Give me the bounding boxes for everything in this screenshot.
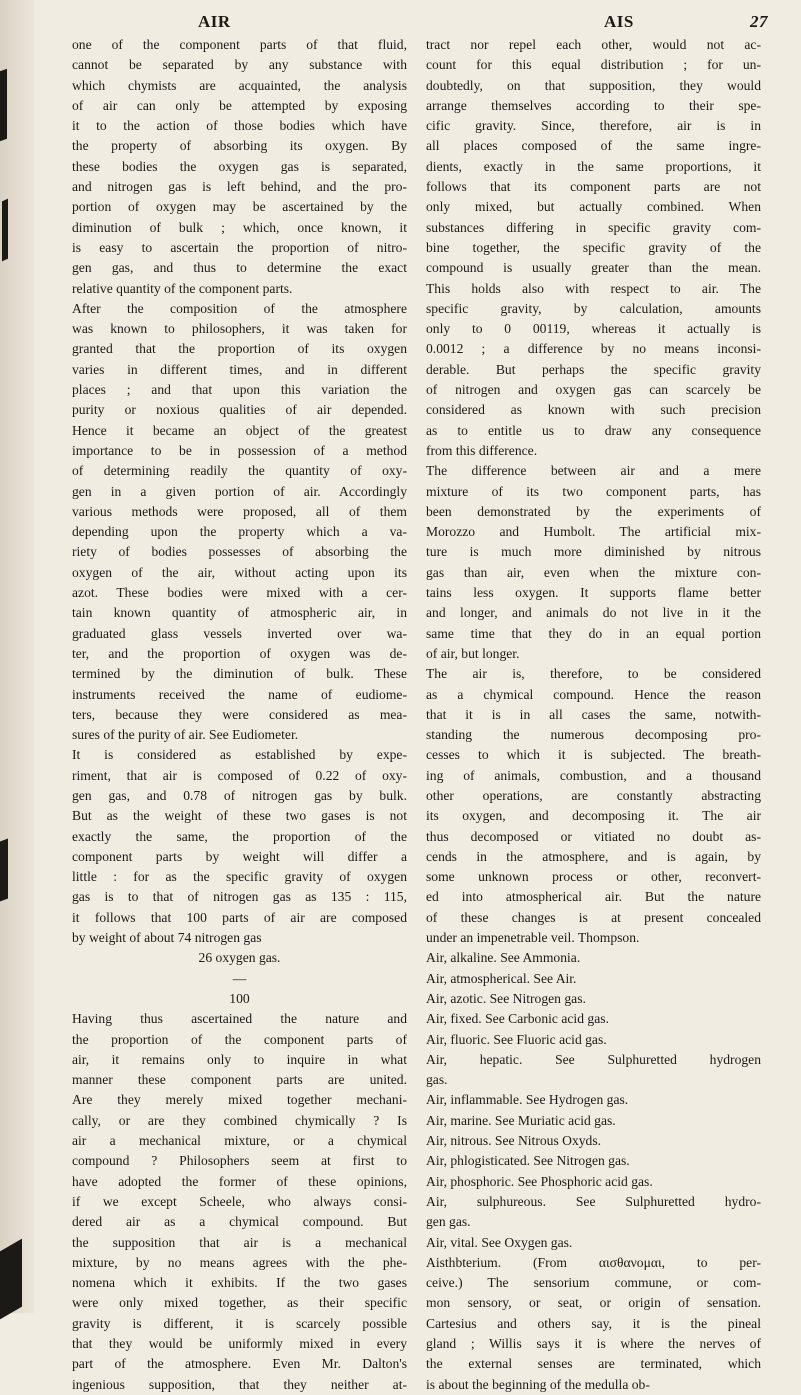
text-line: considered as known with such precision [426, 402, 761, 418]
text-line: importance to be in possession of a method [72, 442, 407, 458]
text-line: dered air as a chymical compound. But [72, 1214, 407, 1230]
binding-mark [0, 839, 8, 902]
text-line: 26 oxygen gas. [198, 950, 281, 966]
text-line: Air, nitrous. See Nitrous Oxyds. [426, 1133, 602, 1149]
text-line: gas than air, even when the mixture con- [426, 564, 761, 580]
text-line: granted that the proportion of its oxygen [72, 341, 407, 357]
text-line: tract nor repel each other, would not ac- [426, 37, 761, 52]
text-line: were only mixed together, as their specific [72, 1295, 407, 1311]
text-line: Air, azotic. See Nitrogen gas. [426, 990, 586, 1006]
right-text-column [426, 35, 761, 1395]
text-line: Air, alkaline. See Ammonia. [426, 950, 581, 966]
text-line: doubtedly, on that supposition, they would [426, 77, 761, 93]
text-line: Hence it became an object of the greatest [72, 422, 407, 438]
text-line: tain known quantity of atmospheric air, in [72, 605, 407, 621]
text-line: is about the beginning of the medulla ob- [426, 1376, 650, 1392]
text-line: one of the component parts of that fluid, [72, 37, 407, 52]
text-line: as to entitle us to draw any consequence [426, 422, 761, 438]
text-line: Cartesius and others say, it is the pineal [426, 1315, 761, 1331]
text-line: other operations, are constantly abstracting [426, 787, 761, 803]
text-line: of these changes is at present concealed [426, 909, 761, 925]
text-line: it to the action of those bodies which have [72, 118, 407, 134]
text-line: 100 [229, 990, 250, 1006]
text-line: gen in a given portion of air. Accordingly [72, 483, 407, 499]
text-line: various methods were proposed, all of them [72, 503, 407, 519]
text-line: Morozzo and Humbolt. The artificial mix- [426, 524, 761, 540]
text-line: manner these component parts are united. [72, 1072, 407, 1088]
left-text-column [72, 35, 407, 1395]
text-line: substances differing in specific gravity com- [426, 219, 761, 235]
text-line: bine together, the specific gravity of the [426, 239, 761, 255]
text-line: the proportion of the component parts of [72, 1031, 407, 1047]
text-line: thus decomposed or vitiated no doubt as- [426, 828, 761, 844]
text-line: nomena which it exhibits. If the two gases [72, 1275, 407, 1291]
text-line: gland ; Willis says it is where the nerves of [426, 1336, 761, 1351]
text-line: gen gas, and thus to determine the exact [72, 260, 407, 276]
text-line: Having thus ascertained the nature and [72, 1011, 407, 1027]
text-line: Air, fixed. See Carbonic acid gas. [426, 1011, 609, 1027]
text-line: of nitrogen and oxygen gas can scarcely be [426, 382, 761, 398]
text-line: ters, because they were considered as mea- [72, 706, 407, 722]
text-line: the external senses are terminated, which [426, 1356, 761, 1372]
text-line: places ; and that upon this variation the [72, 382, 407, 398]
text-line: mixture of its two component parts, has [426, 483, 761, 499]
text-line: if we except Scheele, who always consi- [72, 1193, 407, 1209]
text-line: follows that its component parts are not [426, 179, 761, 195]
text-line: Are they merely mixed together mechani- [72, 1092, 407, 1108]
page-number: 27 [750, 12, 768, 31]
text-line: some unknown process or other, reconvert- [426, 869, 761, 885]
text-line: was known to philosophers, it was taken for [72, 321, 407, 337]
text-line: The air is, therefore, to be considered [426, 666, 761, 682]
text-line: only mixed, but actually combined. When [426, 199, 761, 215]
text-line: compound ? Philosophers seem at first to [72, 1153, 407, 1169]
running-header [0, 6, 801, 32]
text-line: under an impenetrable veil. Thompson. [426, 930, 640, 946]
text-line: same time that they do in an equal portion [426, 625, 761, 641]
text-line: and nitrogen gas is left behind, and the pro- [72, 179, 407, 195]
text-line: cesses to which it is subjected. The breath- [426, 747, 761, 763]
text-line: of air can only be attempted by exposing [72, 97, 407, 113]
text-line: which chymists are acquainted, the analysis [72, 77, 407, 93]
text-line: instruments received the name of eudiome- [72, 686, 407, 702]
text-line: The difference between air and a mere [426, 463, 761, 479]
text-line: Air, phosphoric. See Phosphoric acid gas. [426, 1173, 653, 1189]
text-line: gas. [426, 1072, 448, 1088]
text-line: oxygen of the air, without acting upon its [72, 564, 407, 580]
text-line: azot. These bodies were mixed with a cer- [72, 585, 407, 601]
text-line: Air, sulphureous. See Sulphuretted hydro- [426, 1193, 761, 1209]
text-line: tains less oxygen. It supports flame better [426, 585, 761, 601]
text-line: little : for as the specific gravity of oxygen [72, 869, 407, 885]
text-line: by weight of about 74 nitrogen gas [72, 930, 262, 946]
text-line: — [232, 970, 247, 986]
text-line: air, it remains only to inquire in what [72, 1051, 407, 1067]
text-line: portion of oxygen may be ascertained by the [72, 199, 407, 215]
text-line: been demonstrated by the experiments of [426, 503, 761, 519]
text-line: count for this equal distribution ; for un- [426, 57, 761, 73]
text-line: gas is to that of nitrogen gas as 135 : 115, [72, 889, 407, 905]
text-line: ture is much more diminished by nitrous [426, 544, 761, 560]
text-line: derable. But perhaps the specific gravity [426, 361, 761, 377]
text-line: Air, inflammable. See Hydrogen gas. [426, 1092, 629, 1108]
text-line: standing the numerous decomposing pro- [426, 727, 761, 743]
text-line: ter, and the proportion of oxygen was de- [72, 645, 407, 661]
text-line: gen gas, and 0.78 of nitrogen gas by bulk. [72, 787, 407, 803]
text-line: air a mechanical mixture, or a chymical [72, 1133, 407, 1149]
text-line: relative quantity of the component parts. [72, 280, 293, 296]
header-right-word: AIS [604, 12, 634, 31]
text-line: part of the atmosphere. Even Mr. Dalton's [72, 1356, 407, 1372]
text-line: of air, but longer. [426, 645, 520, 661]
text-line: gravity is different, it is scarcely possible [72, 1315, 407, 1331]
text-line: and longer, and animals do not live in it the [426, 605, 761, 621]
text-line: cific gravity. Since, therefore, air is in [426, 118, 761, 134]
text-line: graduated glass vessels inverted over wa- [72, 625, 407, 641]
text-line: of determining readily the quantity of oxy- [72, 463, 407, 479]
text-line: diminution of bulk ; which, once known, it [72, 219, 407, 235]
text-line: specific gravity, by calculation, amounts [426, 300, 761, 316]
text-line: that it is in all cases the same, notwith- [426, 706, 761, 722]
text-line: ceive.) The sensorium commune, or com- [426, 1275, 761, 1291]
text-line: sures of the purity of air. See Eudiometer. [72, 727, 299, 743]
text-line: exactly the same, the proportion of the [72, 828, 407, 844]
text-line: all places composed of the same ingre- [426, 138, 761, 154]
text-line: compound is usually greater than the mean. [426, 260, 761, 276]
text-line: But as the weight of these two gases is not [72, 808, 407, 824]
text-line: After the composition of the atmosphere [72, 300, 407, 316]
text-line: only to 0 00119, whereas it actually is [426, 321, 761, 337]
text-line: purity or noxious qualities of air depended. [72, 402, 407, 418]
text-line: 0.0012 ; a difference by no means inconsi- [426, 341, 761, 357]
text-line: from this difference. [426, 442, 538, 458]
text-line: as a chymical compound. Hence the reason [426, 686, 761, 702]
text-line: cannot be separated by any substance with [72, 57, 407, 73]
text-line: arrange themselves according to their spe- [426, 97, 761, 113]
text-line: This holds also with respect to air. The [426, 280, 761, 296]
text-line: component parts by weight will differ a [72, 848, 407, 864]
text-line: mixture, by no means agrees with the phe- [72, 1254, 407, 1270]
text-line: Aisthbterium. (From αισθανομαι, to per- [426, 1254, 761, 1270]
binding-mark [0, 69, 7, 142]
text-line: varies in different times, and in different [72, 361, 407, 377]
text-line: the property of absorbing its oxygen. By [72, 138, 407, 154]
text-line: cally, or are they combined chymically ? Is [72, 1112, 407, 1128]
text-line: its oxygen, and decomposing it. The air [426, 808, 761, 824]
text-line: It is considered as established by expe- [72, 747, 407, 763]
text-line: Air, vital. See Oxygen gas. [426, 1234, 573, 1250]
text-line: have adopted the former of these opinions, [72, 1173, 407, 1189]
text-line: Air, phlogisticated. See Nitrogen gas. [426, 1153, 630, 1169]
text-line: ed into atmospherical air. But the nature [426, 889, 761, 905]
text-line: is easy to ascertain the proportion of nitro- [72, 239, 407, 255]
text-line: Air, atmospherical. See Air. [426, 970, 577, 986]
text-line: Air, hepatic. See Sulphuretted hydrogen [426, 1051, 761, 1067]
text-line: riment, that air is composed of 0.22 of oxy- [72, 767, 407, 783]
text-line: mon sensory, or seat, or origin of sensation. [426, 1295, 761, 1311]
header-left-word: AIR [198, 12, 231, 31]
text-line: Air, fluoric. See Fluoric acid gas. [426, 1031, 607, 1047]
binding-mark [2, 199, 8, 262]
text-line: cends in the atmosphere, and is again, by [426, 848, 761, 864]
text-line: it follows that 100 parts of air are composed [72, 909, 407, 925]
text-line: these bodies the oxygen gas is separated, [72, 158, 407, 174]
text-line: riety of bodies possesses of absorbing the [72, 544, 407, 560]
text-line: the supposition that air is a mechanical [72, 1234, 407, 1250]
text-line: Air, marine. See Muriatic acid gas. [426, 1112, 616, 1128]
text-line: depending upon the property which a va- [72, 524, 407, 540]
text-line: dients, exactly in the same proportions, it [426, 158, 761, 174]
page-binding-edge [0, 0, 34, 1313]
text-line: ingenious supposition, that they neither at- [72, 1376, 407, 1392]
text-line: that they would be uniformly mixed in every [72, 1336, 407, 1351]
binding-mark [0, 1239, 22, 1320]
text-line: termined by the diminution of bulk. These [72, 666, 407, 682]
text-line: ing of animals, combustion, and a thousand [426, 767, 761, 783]
text-line: gen gas. [426, 1214, 471, 1230]
